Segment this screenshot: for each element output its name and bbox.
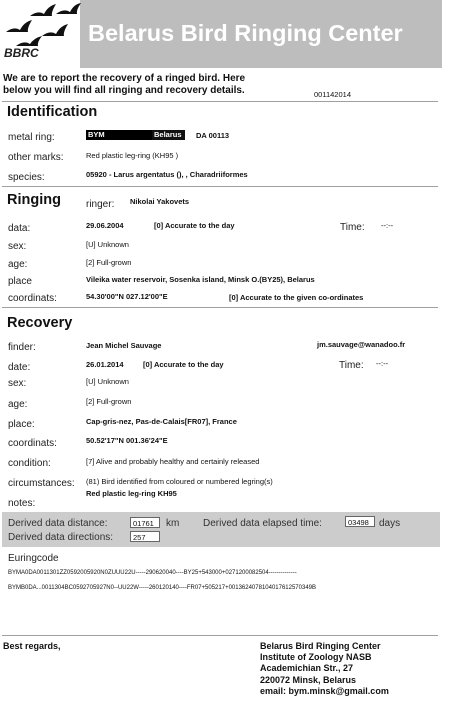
elapsed-value: 03498: [345, 516, 375, 527]
ringing-sex-value: [U] Unknown: [86, 240, 129, 249]
recovery-coords-label: coordinats:: [8, 438, 57, 449]
divider: [2, 635, 438, 636]
species-value: 05920 - Larus argentatus (), , Charadriiformes: [86, 170, 248, 179]
ringing-title: Ringing: [7, 192, 61, 208]
recovery-date-accuracy: [0] Accurate to the day: [143, 360, 224, 369]
org-city: 220072 Minsk, Belarus: [260, 675, 357, 685]
ringing-date-accuracy: [0] Accurate to the day: [154, 221, 235, 230]
recovery-place-value: Cap-gris-nez, Pas-de-Calais[FR07], France: [86, 417, 237, 426]
org-institute: Institute of Zoology NASB: [260, 652, 372, 662]
euringcode-line-1: BYMA0DA0011301ZZ0592005920N0ZUUU22U-----290620040----BY25+543000+0271200082504--------------: [8, 570, 297, 576]
recovery-sex-label: sex:: [8, 378, 27, 389]
ringing-age-label: age:: [8, 259, 28, 270]
distance-unit: km: [166, 518, 180, 529]
other-marks-label: other marks:: [8, 152, 64, 163]
condition-value: [7] Alive and probably healthy and certainly released: [86, 457, 260, 466]
recovery-time-label: Time:: [339, 360, 364, 371]
recovery-coords-value: 50.52'17"N 001.36'24"E: [86, 436, 168, 445]
recovery-age-value: [2] Full-grown: [86, 397, 132, 406]
ring-scheme: BYM: [86, 130, 122, 140]
ringing-age-value: [2] Full-grown: [86, 258, 132, 267]
direction-label: Derived data directions:: [8, 532, 114, 543]
ringing-date-label: data:: [8, 223, 31, 234]
euringcode-title: Euringcode: [8, 553, 59, 564]
org-street: Academichian Str., 27: [260, 663, 354, 673]
logo: [2, 2, 82, 66]
org-name: Belarus Bird Ringing Center: [260, 641, 381, 651]
divider: [2, 186, 438, 187]
ringer-label: ringer:: [86, 199, 115, 210]
finder-label: finder:: [8, 342, 36, 353]
circumstances-label: circumstances:: [8, 478, 75, 489]
ring-box-spacer: [122, 130, 152, 140]
org-email[interactable]: email: bym.minsk@gmail.com: [260, 686, 389, 696]
recovery-age-label: age:: [8, 399, 28, 410]
recovery-title: Recovery: [7, 315, 73, 331]
other-marks-value: Red plastic leg-ring (KH95 ): [86, 151, 179, 160]
circumstances-value: (81) Bird identified from coloured or numbered legring(s): [86, 477, 273, 486]
ring-number: DA 00113: [196, 131, 230, 140]
ringing-date-value: 29.06.2004: [86, 221, 124, 230]
ringing-coords-accuracy: [0] Accurate to the given co-ordinates: [229, 293, 364, 302]
distance-value: 01761: [130, 517, 160, 528]
recovery-place-label: place:: [8, 419, 35, 430]
report-number: 001142014: [314, 90, 351, 99]
euringcode-line-2: BYMB0DA...0011304BC0592705927N0--UU22W-----260120140----FR07+505217+0013624078104017612570349B: [8, 585, 316, 591]
ringing-time-value: --:--: [381, 221, 394, 230]
ringing-place-label: place: [8, 276, 32, 287]
logo-text: BBRC: [4, 46, 39, 60]
identification-title: Identification: [7, 104, 98, 120]
ringing-place-value: Vileika water reservoir, Sosenka island, Minsk O.(BY25), Belarus: [86, 275, 315, 284]
recovery-date-value: 26.01.2014: [86, 360, 124, 369]
ringing-sex-label: sex:: [8, 241, 27, 252]
notes-label: notes:: [8, 498, 36, 509]
distance-label: Derived data distance:: [8, 518, 108, 529]
intro-line-1: We are to report the recovery of a ringed bird. Here: [3, 73, 246, 84]
circumstances-extra: Red plastic leg-ring KH95: [86, 489, 177, 498]
elapsed-label: Derived data elapsed time:: [203, 518, 322, 529]
ringing-coords-label: coordinats:: [8, 293, 57, 304]
finder-email: jm.sauvage@wanadoo.fr: [317, 340, 406, 349]
recovery-date-label: date:: [8, 362, 31, 373]
recovery-sex-value: [U] Unknown: [86, 377, 129, 386]
finder-value: Jean Michel Sauvage: [86, 341, 162, 350]
species-label: species:: [8, 172, 45, 183]
ringing-coords-value: 54.30'00"N 027.12'00"E: [86, 292, 168, 301]
recovery-time-value: --:--: [376, 359, 389, 368]
condition-label: condition:: [8, 458, 51, 469]
ring-country: Belarus: [152, 130, 185, 140]
divider: [2, 307, 438, 308]
best-regards: Best regards,: [3, 641, 61, 651]
metal-ring-label: metal ring:: [8, 132, 55, 143]
elapsed-unit: days: [379, 518, 401, 529]
divider: [2, 101, 438, 102]
ringing-time-label: Time:: [340, 222, 365, 233]
page-title: Belarus Bird Ringing Center: [88, 20, 403, 46]
ringer-value: Nikolai Yakovets: [130, 197, 190, 206]
direction-value: 257: [130, 531, 160, 542]
intro-line-2: below you will find all ringing and recovery details.: [3, 85, 245, 96]
